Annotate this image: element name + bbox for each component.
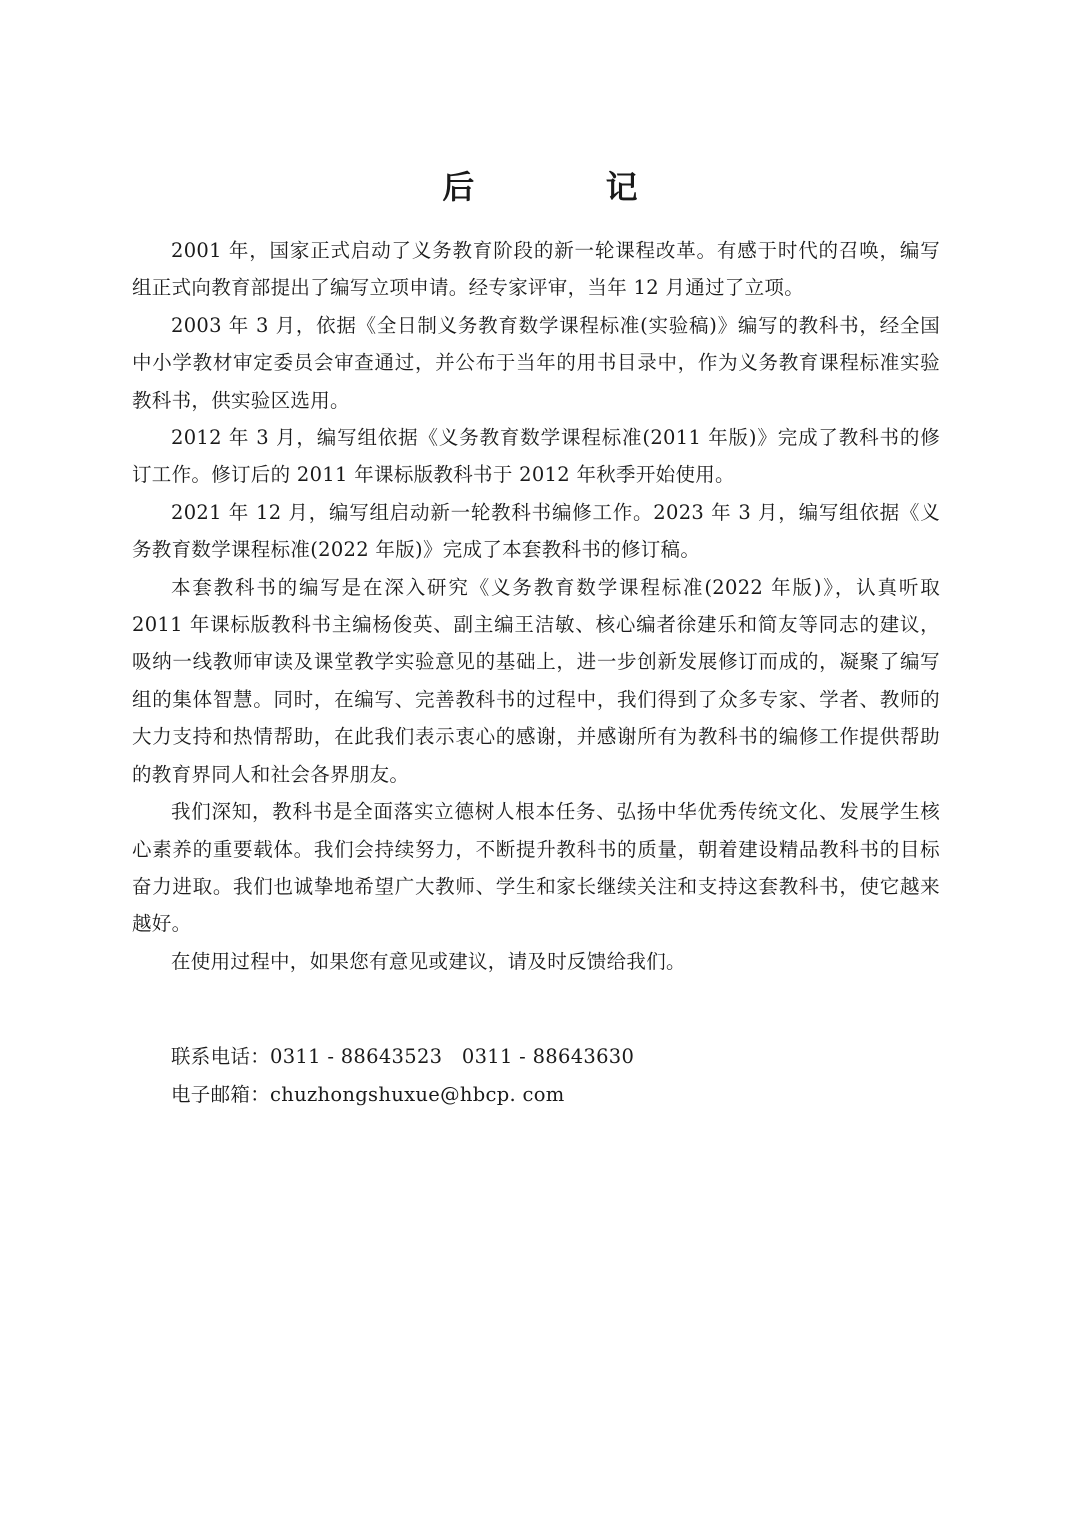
page-title: 后 记 [442, 168, 698, 206]
paragraph-commitment: 我们深知，教科书是全面落实立德树人根本任务、弘扬中华优秀传统文化、发展学生核心素养的重要载体。我们会持续努力，不断提升教科书的质量，朝着建设精品教科书的目标奋力进取。我们也诚挚地希望广大教师、学生和家长继续关注和支持这套教科书，使它越来越好。 [132, 800, 940, 936]
paragraph-2022-revision: 2021 年 12 月，编写组启动新一轮教科书编修工作。2023 年 3 月，编写组依据《义务教育数学课程标准(2022 年版)》完成了本套教科书的修订稿。 [132, 500, 940, 562]
paragraph-reform-start: 2001 年，国家正式启动了义务教育阶段的新一轮课程改革。有感于时代的召唤，编写组正式向教育部提出了编写立项申请。经专家评审，当年 12 月通过了立项。 [132, 239, 940, 300]
contact-phone: 联系电话：0311 - 88643523 0311 - 88643630 [171, 1045, 635, 1068]
contact-info [171, 1038, 931, 1114]
contact-email: 电子邮箱：chuzhongshuxue@hbcp. com [171, 1083, 565, 1106]
paragraph-experimental-edition: 2003 年 3 月，依据《全日制义务教育数学课程标准(实验稿)》编写的教科书，经全国中小学教材审定委员会审查通过，并公布于当年的用书目录中，作为义务教育课程标准实验教科书，供实验区选用。 [132, 313, 940, 412]
paragraph-feedback-request: 在使用过程中，如果您有意见或建议，请及时反馈给我们。 [171, 949, 686, 973]
afterword-body [132, 232, 940, 980]
paragraph-2011-revision: 2012 年 3 月，编写组依据《义务教育数学课程标准(2011 年版)》完成了教科书的修订工作。修订后的 2011 年课标版教科书于 2012 年秋季开始使用。 [132, 426, 940, 487]
paragraph-acknowledgements: 本套教科书的编写是在深入研究《义务教育数学课程标准(2022 年版)》，认真听取 2011 年课标版教科书主编杨俊英、副主编王洁敏、核心编者徐建乐和简友等同志的建议，吸纳一线教师审读及课堂教学实验意见的基础上，进一步创新发展修订而成的，凝聚了编写组的集体智慧。同时，在编写、完善教科书的过程中，我们得到了众多专家、学者、教师的大力支持和热情帮助，在此我们表示衷心的感谢，并感谢所有为教科书的编修工作提供帮助的教育界同人和社会各界朋友。 [132, 575, 940, 786]
